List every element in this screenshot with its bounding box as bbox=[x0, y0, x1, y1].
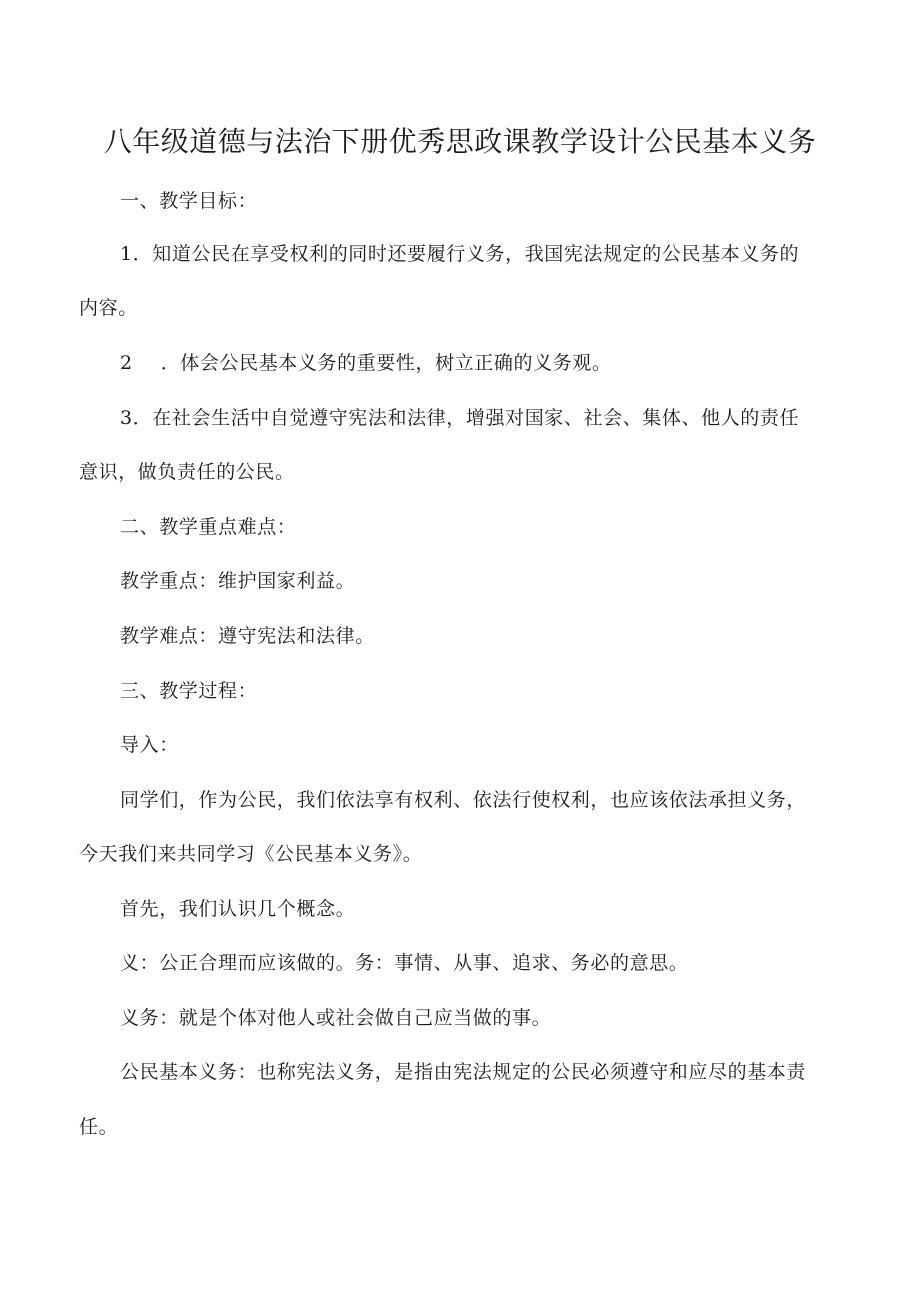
definition-basic-duty-line-2: 任。 bbox=[79, 1116, 119, 1138]
intro-line-2: 今天我们来共同学习《公民基本义务》。 bbox=[79, 843, 423, 865]
intro-label: 导入： bbox=[120, 734, 179, 756]
objective-1-line-1: 1．知道公民在享受权利的同时还要履行义务，我国宪法规定的公民基本义务的 bbox=[120, 243, 800, 265]
objective-2-text: ．体会公民基本义务的重要性，树立正确的义务观。 bbox=[160, 352, 612, 374]
definition-yi: 义：公正合理而应该做的。务：事情、从事、追求、务必的意思。 bbox=[120, 952, 689, 974]
objective-2-number: 2 bbox=[120, 352, 133, 374]
objective-3-line-2: 意识，做负责任的公民。 bbox=[79, 461, 295, 483]
definition-yiwu: 义务：就是个体对他人或社会做自己应当做的事。 bbox=[120, 1007, 552, 1029]
objective-2 bbox=[120, 348, 612, 375]
objective-1-line-2: 内容。 bbox=[79, 297, 138, 319]
key-point: 教学重点：维护国家利益。 bbox=[120, 570, 356, 592]
process-heading: 三、教学过程： bbox=[120, 680, 258, 702]
key-points-heading: 二、教学重点难点： bbox=[120, 516, 297, 538]
objectives-heading: 一、教学目标： bbox=[120, 190, 258, 212]
document-title: 八年级道德与法治下册优秀思政课教学设计公民基本义务 bbox=[103, 125, 817, 158]
concepts-intro: 首先，我们认识几个概念。 bbox=[120, 898, 356, 920]
difficult-point: 教学难点：遵守宪法和法律。 bbox=[120, 625, 375, 647]
objective-3-line-1: 3．在社会生活中自觉遵守宪法和法律，增强对国家、社会、集体、他人的责任 bbox=[120, 407, 800, 429]
definition-basic-duty-line-1: 公民基本义务：也称宪法义务，是指由宪法规定的公民必须遵守和应尽的基本责 bbox=[120, 1061, 807, 1083]
intro-line-1: 同学们，作为公民，我们依法享有权利、依法行使权利，也应该依法承担义务， bbox=[120, 789, 807, 811]
